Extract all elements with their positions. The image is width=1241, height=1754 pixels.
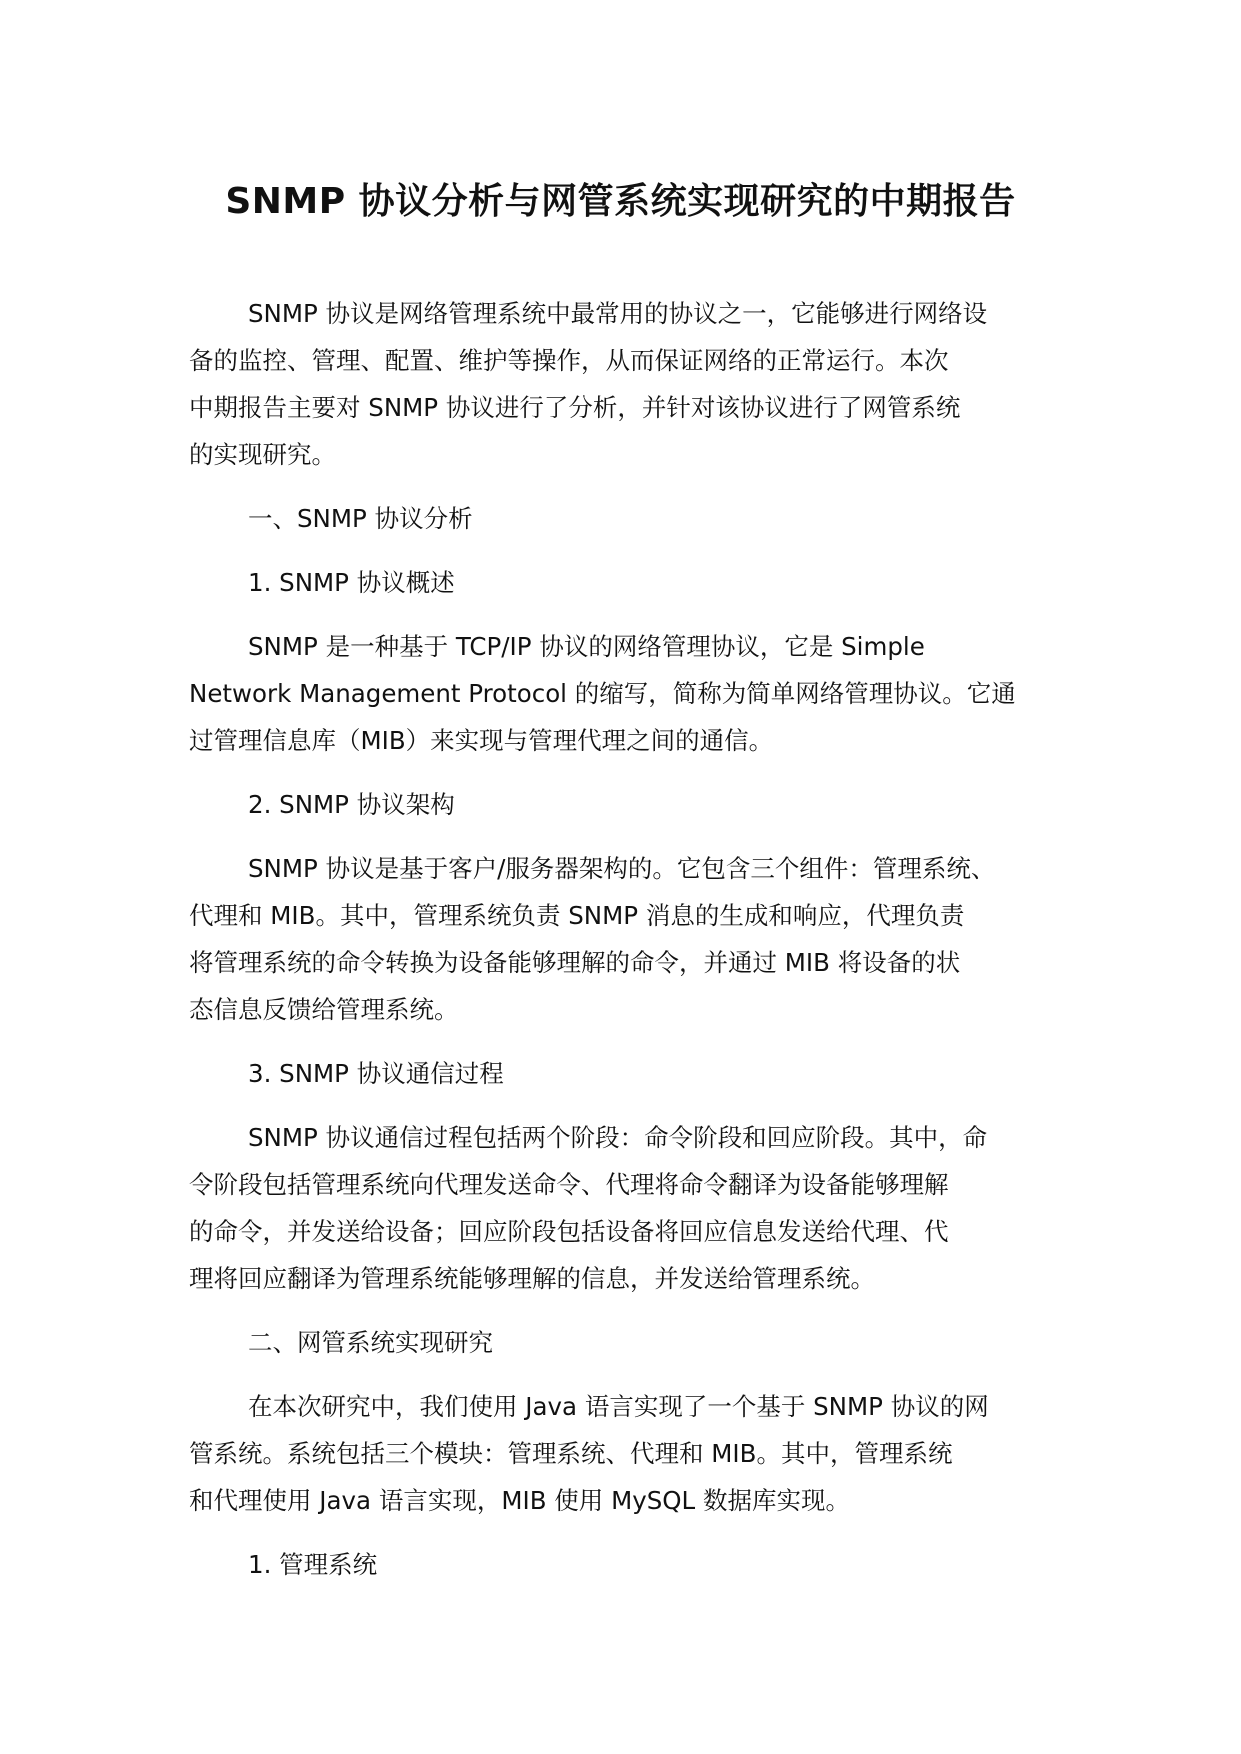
paragraph-line: SNMP 是一种基于 TCP/IP 协议的网络管理协议，它是 Simple <box>248 632 925 661</box>
paragraph-architecture <box>189 845 1069 1033</box>
section-heading: 一、SNMP 协议分析 <box>248 504 473 533</box>
paragraph-line: 管系统。系统包括三个模块：管理系统、代理和 MIB。其中，管理系统 <box>189 1439 953 1468</box>
paragraph-line: 和代理使用 Java 语言实现，MIB 使用 MySQL 数据库实现。 <box>189 1486 850 1515</box>
section-heading: 二、网管系统实现研究 <box>248 1328 493 1357</box>
paragraph-line: 理将回应翻译为管理系统能够理解的信息，并发送给管理系统。 <box>189 1264 875 1293</box>
paragraph-line: 态信息反馈给管理系统。 <box>189 995 459 1024</box>
paragraph-line: Network Management Protocol 的缩写，简称为简单网络管理协议。它通 <box>189 679 1016 708</box>
paragraph-line: SNMP 协议是基于客户/服务器架构的。它包含三个组件：管理系统、 <box>248 854 996 883</box>
paragraph-intro <box>189 290 1069 478</box>
paragraph-line: 备的监控、管理、配置、维护等操作，从而保证网络的正常运行。本次 <box>189 346 949 375</box>
paragraph-line: SNMP 协议是网络管理系统中最常用的协议之一，它能够进行网络设 <box>248 299 988 328</box>
document-body <box>189 290 1069 1605</box>
paragraph-overview <box>189 623 1069 764</box>
paragraph-line: 将管理系统的命令转换为设备能够理解的命令，并通过 MIB 将设备的状 <box>189 948 961 977</box>
subsection-heading: 1. 管理系统 <box>248 1550 378 1579</box>
subsection-heading: 2. SNMP 协议架构 <box>248 790 455 819</box>
subsection-heading: 1. SNMP 协议概述 <box>248 568 455 597</box>
paragraph-line: 令阶段包括管理系统向代理发送命令、代理将命令翻译为设备能够理解 <box>189 1170 949 1199</box>
paragraph-line: 的命令，并发送给设备；回应阶段包括设备将回应信息发送给代理、代 <box>189 1217 949 1246</box>
paragraph-implementation <box>189 1383 1069 1524</box>
paragraph-communication <box>189 1114 1069 1302</box>
paragraph-line: 在本次研究中，我们使用 Java 语言实现了一个基于 SNMP 协议的网 <box>248 1392 989 1421</box>
paragraph-line: SNMP 协议通信过程包括两个阶段：命令阶段和回应阶段。其中，命 <box>248 1123 988 1152</box>
document-title: SNMP 协议分析与网管系统实现研究的中期报告 <box>225 181 1016 222</box>
paragraph-line: 代理和 MIB。其中，管理系统负责 SNMP 消息的生成和响应，代理负责 <box>189 901 965 930</box>
subsection-heading: 3. SNMP 协议通信过程 <box>248 1059 504 1088</box>
paragraph-line: 过管理信息库（MIB）来实现与管理代理之间的通信。 <box>189 726 774 755</box>
paragraph-line: 的实现研究。 <box>189 440 336 469</box>
paragraph-line: 中期报告主要对 SNMP 协议进行了分析，并针对该协议进行了网管系统 <box>189 393 961 422</box>
